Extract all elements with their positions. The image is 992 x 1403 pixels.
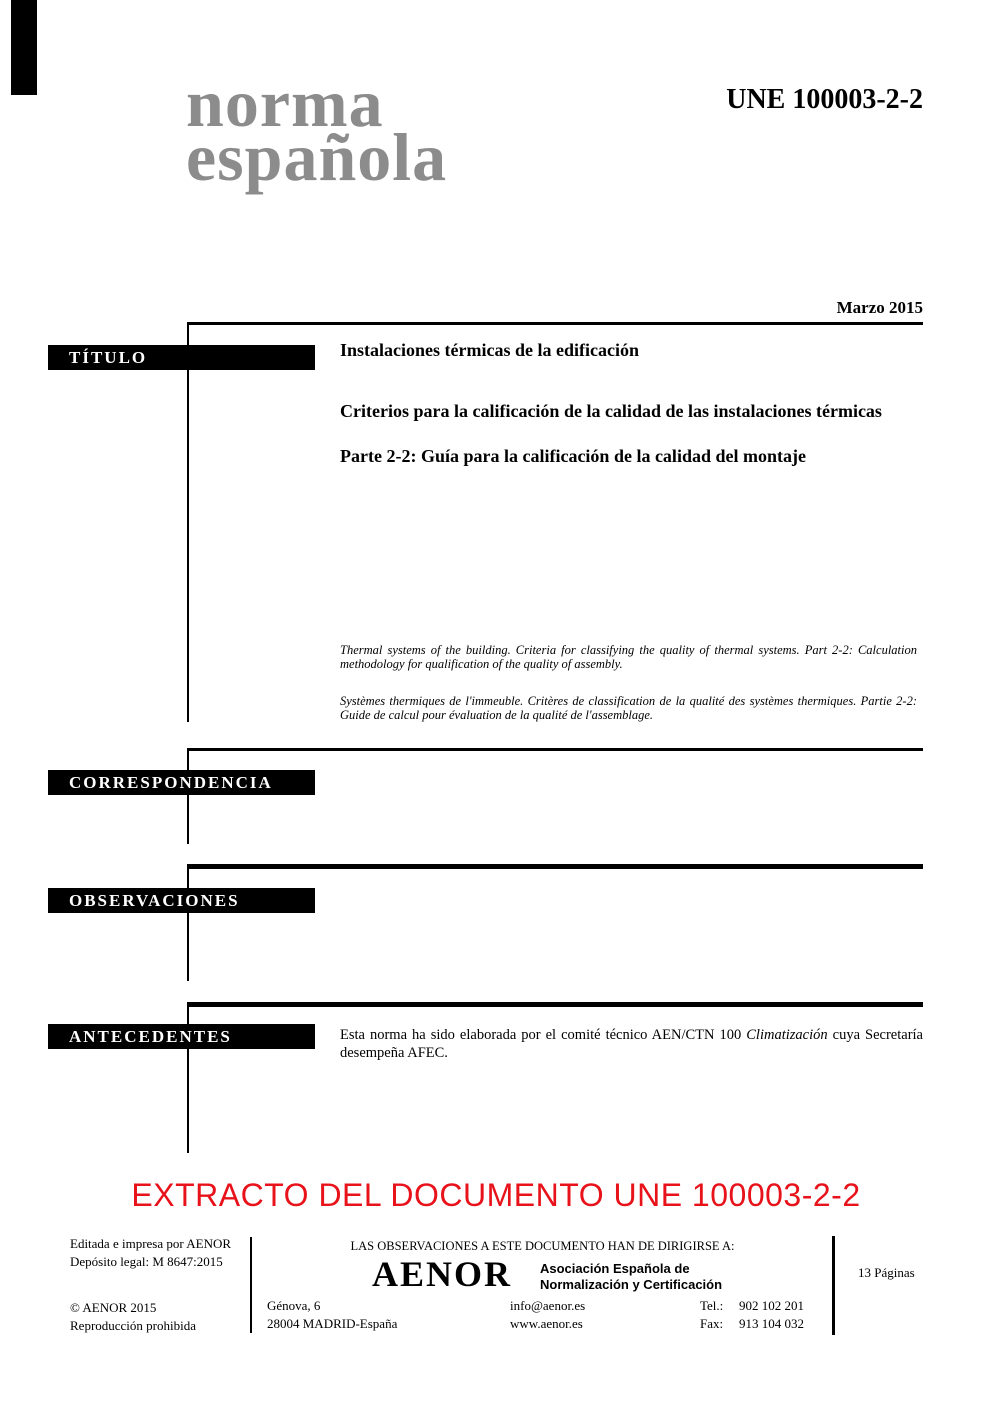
section-label-correspondencia: CORRESPONDENCIA (48, 770, 315, 795)
title-block (340, 337, 923, 470)
logo-line-norma: norma (186, 65, 384, 141)
footer-page-count: 13 Páginas (858, 1265, 915, 1280)
antecedentes-text-after: cuya Secretaría desempeña AFEC. (340, 1027, 923, 1061)
aenor-logo: AENOR (372, 1254, 513, 1294)
footer-legal-deposit: Depósito legal: M 8647:2015 (70, 1253, 223, 1269)
footer-phone-labels (700, 1297, 723, 1332)
antecedentes-text-italic: Climatización (746, 1027, 828, 1043)
title-line-3: Parte 2-2: Guía para la calificación de la calidad del montaje (340, 446, 806, 466)
footer-copyright-block (70, 1299, 196, 1334)
translation-english: Thermal systems of the building. Criteria for classifying the quality of thermal systems. Part 2-2: Calculation methodology for qualification of the quality of assembly. (340, 643, 917, 671)
vertical-connector-titulo (187, 322, 189, 722)
scan-corner-mark (11, 0, 37, 95)
title-line-2: Criterios para la calificación de la calidad de las instalaciones térmicas (340, 401, 882, 421)
footer-observations-note: LAS OBSERVACIONES A ESTE DOCUMENTO HAN DE DIRIGIRSE A: (350, 1239, 735, 1253)
footer-fax-label: Fax: (700, 1315, 724, 1331)
antecedentes-text (340, 1026, 923, 1062)
vertical-connector-correspondencia (187, 748, 189, 844)
section-label-titulo: TÍTULO (48, 345, 315, 370)
footer-printed-by: Editada e impresa por AENOR (70, 1236, 232, 1251)
observaciones-rule (188, 864, 923, 869)
antecedentes-rule (188, 1002, 923, 1007)
footer-phone-values (739, 1297, 804, 1332)
logo-line-espanola: española (186, 119, 448, 195)
translations-block (340, 644, 917, 722)
footer-contact-block (510, 1297, 585, 1332)
vertical-connector-observaciones (187, 864, 189, 981)
footer-tel-value: 902 102 201 (739, 1298, 804, 1313)
footer-fax-value: 913 104 032 (739, 1315, 804, 1331)
footer-reproduction: Reproducción prohibida (70, 1317, 196, 1333)
footer-publisher-block (70, 1235, 231, 1270)
document-date: Marzo 2015 (836, 298, 923, 317)
footer-address-line1: Génova, 6 (267, 1298, 321, 1313)
footer-address-line2: 28004 MADRID-España (267, 1315, 398, 1331)
footer-address-block (267, 1297, 397, 1332)
footer-copyright: © AENOR 2015 (70, 1300, 157, 1315)
footer-email: info@aenor.es (510, 1298, 586, 1313)
correspondencia-rule (188, 748, 923, 751)
aenor-logo-subtitle (540, 1261, 722, 1292)
section-label-antecedentes: ANTECEDENTES (48, 1024, 315, 1049)
header-rule (188, 322, 923, 325)
antecedentes-text-before: Esta norma ha sido elaborada por el comité técnico AEN/CTN 100 (340, 1027, 747, 1043)
extract-banner: EXTRACTO DEL DOCUMENTO UNE 100003-2-2 (131, 1177, 861, 1213)
section-label-observaciones: OBSERVACIONES (48, 888, 315, 913)
translation-french: Systèmes thermiques de l'immeuble. Critères de classification de la qualité des systèmes thermiques. Partie 2-2: Guide de calcul pour évaluation de la qualité de l'assemblage. (340, 694, 917, 722)
footer-website: www.aenor.es (510, 1315, 583, 1331)
aenor-subtitle-line1: Asociación Española de (540, 1261, 690, 1276)
footer-tel-label: Tel.: (700, 1298, 724, 1313)
aenor-subtitle-line2: Normalización y Certificación (540, 1276, 723, 1292)
norma-espanola-logo (186, 65, 448, 195)
document-code: UNE 100003-2-2 (726, 84, 923, 115)
title-line-1: Instalaciones térmicas de la edificación (340, 340, 639, 360)
